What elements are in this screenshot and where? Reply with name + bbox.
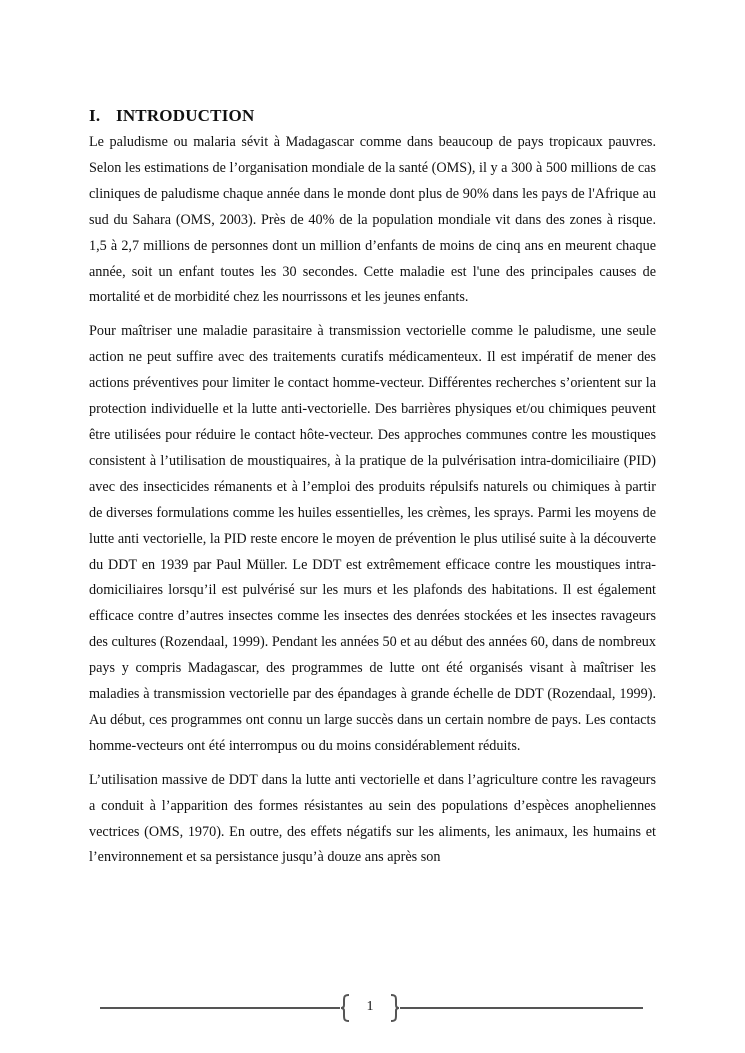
footer-rule-right: [400, 1007, 643, 1009]
page-footer: [100, 993, 643, 1023]
page-number: 1: [366, 999, 374, 1014]
section-title: INTRODUCTION: [116, 106, 255, 125]
paragraph-3: L’utilisation massive de DDT dans la lutte anti vectorielle et dans l’agriculture contre les ravageurs a conduit à l’apparition des formes résistantes au sein des populations d’espèces anopheliennes vectrices (OMS, 1970). En outre, des effets négatifs sur les aliments, les animaux, les humains et l’environnement et sa persistance jusqu’à douze ans après son: [89, 771, 656, 866]
footer-rule-left: [100, 1007, 340, 1009]
paragraph-1: Le paludisme ou malaria sévit à Madagascar comme dans beaucoup de pays tropicaux pauvres. Selon les estimations de l’organisation mondiale de la santé (OMS), il y a 300 à 500 millions de cas cliniques de paludisme chaque année dans le monde dont plus de 90% dans les pays de l'Afrique au sud du Sahara (OMS, 2003). Près de 40% de la population mondiale vit dans des zones à risque. 1,5 à 2,7 millions de personnes dont un million d’enfants de moins de cinq ans en meurent chaque année, soit un enfant toutes les 30 secondes. Cette maladie est l'une des principales causes de mortalité et de morbidité chez les nourrissons et les jeunes enfants.: [89, 134, 656, 306]
document-page: [89, 104, 656, 879]
page-number-bracket: [340, 993, 400, 1023]
paragraph-2: Pour maîtriser une maladie parasitaire à transmission vectorielle comme le paludisme, une seule action ne peut suffire avec des traitements curatifs médicamenteux. Il est impératif de mener des actions préventives pour limiter le contact homme-vecteur. Différentes recherches s’orientent sur la protection individuelle et la lutte anti-vectorielle. Des barrières physiques et/ou chimiques peuvent être utilisées pour réduire le contact hôte-vecteur. Des approches communes contre les moustiques consistent à l’utilisation de moustiquaires, à la pratique de la pulvérisation intra-domiciliaire (PID) avec des insecticides rémanents et à l’emploi des produits répulsifs naturels ou chimiques à partir de diverses formulations comme les huiles essentielles, les crèmes, les sprays. Parmi les moyens de lutte anti vectorielle, la PID reste encore le moyen de prévention le plus utilisé suite à la découverte du DDT en 1939 par Paul Müller. Le DDT est extrêmement efficace contre les moustiques intra-domiciliaires lorsqu’il est pulvérisé sur les murs et les plafonds des habitations. Il est également efficace contre d’autres insectes comme les insectes des denrées stockées et les insectes ravageurs des cultures (Rozendaal, 1999). Pendant les années 50 et au début des années 60, dans de nombreux pays y compris Madagascar, des programmes de lutte ont été organisés visant à maîtriser les maladies à transmission vectorielle par des épandages à grande échelle de DDT (Rozendaal, 1999). Au début, ces programmes ont connu un large succès dans un certain nombre de pays. Les contacts homme-vecteurs ont été interrompus ou du moins considérablement réduits.: [89, 323, 656, 754]
section-heading: [89, 104, 656, 128]
section-number: I.: [89, 106, 101, 125]
